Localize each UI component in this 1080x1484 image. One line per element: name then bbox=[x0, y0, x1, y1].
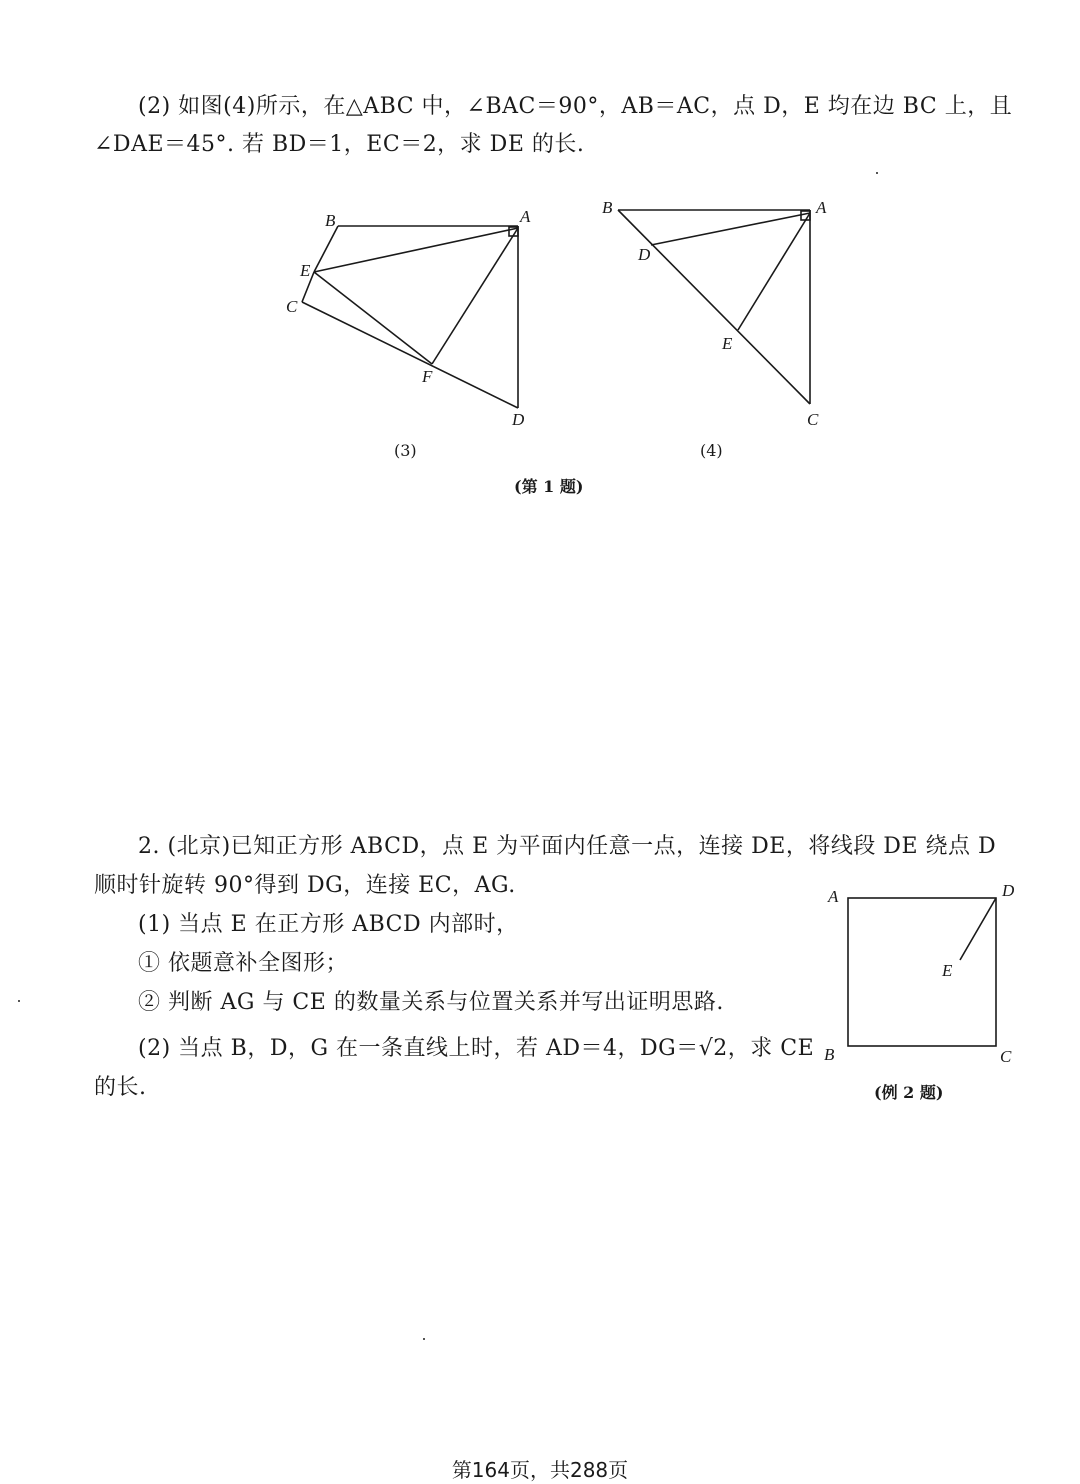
label-A: A bbox=[520, 207, 531, 226]
label-D: D bbox=[512, 410, 525, 429]
problem2-part1: (1) 当点 E 在正方形 ABCD 内部时， bbox=[138, 912, 519, 937]
problem2-part2-line2: 的长. bbox=[94, 1075, 147, 1100]
figure-4-caption: (4) bbox=[700, 441, 723, 460]
scan-speck bbox=[423, 1338, 425, 1340]
label-E: E bbox=[942, 961, 953, 980]
scan-speck bbox=[876, 172, 878, 174]
problem2-part1-item1: ① 依题意补全图形； bbox=[138, 951, 348, 976]
page-footer: 第164页，共288页 bbox=[451, 1458, 629, 1482]
problem2-line2: 顺时针旋转 90°得到 DG，连接 EC，AG. bbox=[94, 873, 516, 898]
figure-example-2-caption: (例 2 题) bbox=[874, 1083, 944, 1102]
label-C: C bbox=[807, 410, 819, 429]
square-ABCD bbox=[848, 898, 996, 1046]
label-D: D bbox=[1002, 881, 1015, 900]
problem1-part2-line2: ∠DAE＝45°. 若 BD＝1，EC＝2，求 DE 的长. bbox=[94, 132, 585, 157]
label-F: F bbox=[422, 367, 433, 386]
label-A: A bbox=[828, 887, 839, 906]
label-A: A bbox=[816, 198, 827, 217]
label-E: E bbox=[722, 334, 733, 353]
label-D: D bbox=[638, 245, 651, 264]
segment-DE bbox=[960, 898, 996, 960]
label-E: E bbox=[300, 261, 311, 280]
scan-speck bbox=[18, 1000, 20, 1002]
label-B: B bbox=[325, 211, 336, 230]
label-C: C bbox=[1000, 1047, 1012, 1066]
figure-group-caption: (第 1 题) bbox=[514, 477, 584, 496]
problem1-part2-line1: (2) 如图(4)所示，在△ABC 中，∠BAC＝90°，AB＝AC，点 D，E 均在边 BC 上，且 bbox=[138, 94, 1013, 119]
problem2-part2-line1: (2) 当点 B，D，G 在一条直线上时，若 AD＝4，DG＝√2，求 CE bbox=[138, 1036, 815, 1061]
figure-3-caption: (3) bbox=[394, 441, 417, 460]
label-B: B bbox=[602, 198, 613, 217]
problem2-part1-item2: ② 判断 AG 与 CE 的数量关系与位置关系并写出证明思路. bbox=[138, 990, 724, 1015]
label-C: C bbox=[286, 297, 298, 316]
label-B: B bbox=[824, 1045, 835, 1064]
problem2-line1: 2. (北京)已知正方形 ABCD，点 E 为平面内任意一点，连接 DE，将线段 DE 绕点 D bbox=[138, 834, 997, 859]
